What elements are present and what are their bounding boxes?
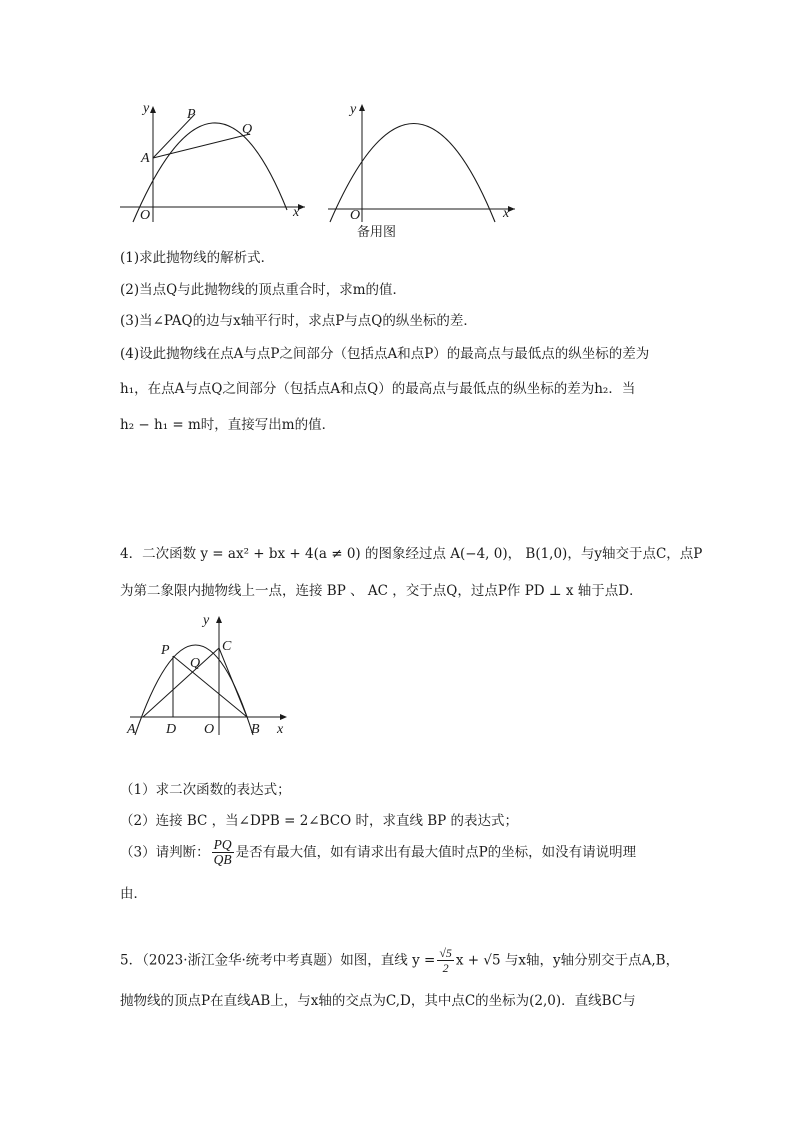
fraction-sqrt5-over-2	[437, 946, 454, 975]
q5-stem-line2: 抛物线的顶点P在直线AB上，与x轴的交点为C,D，其中点C的坐标为(2,0)．直线BC与	[120, 993, 636, 1009]
figure-parabola-spare	[325, 100, 525, 225]
q4-sub2: （2）连接 BC ，当∠DPB = 2∠BCO 时，求直线 BP 的表达式；	[120, 813, 519, 829]
label-A: A	[127, 722, 136, 737]
label-C: C	[222, 639, 232, 654]
q3-part4-line3: h₂ − h₁ = m时，直接写出m的值．	[120, 417, 336, 433]
q3-part4-line2: h₁，在点A与点Q之间部分（包括点A和点Q）的最高点与最低点的纵坐标的差为h₂．当	[120, 381, 636, 397]
label-Q: Q	[242, 122, 253, 137]
figure-parabola-main	[115, 100, 315, 225]
q5-line1-prefix: 5．（2023·浙江金华·统考中考真题）如图，直线 y =	[120, 952, 436, 969]
label-B: B	[251, 722, 260, 737]
label-O: O	[350, 208, 361, 223]
label-A: A	[141, 151, 150, 166]
q4-sub3-prefix: （3）请判断：	[120, 844, 210, 861]
label-D: D	[166, 722, 177, 737]
q5-stem-line1	[120, 946, 679, 975]
label-x: x	[503, 206, 510, 221]
q3-part1: (1)求此抛物线的解析式．	[120, 250, 275, 266]
fraction-denominator: QB	[213, 852, 232, 867]
label-O: O	[204, 722, 215, 737]
q5-line1-suffix: x + √5 与x轴，y轴分别交于点A,B，	[455, 952, 680, 969]
q3-part3: (3)当∠PAQ的边与x轴平行时，求点P与点Q的纵坐标的差．	[120, 313, 477, 329]
q3-part2: (2)当点Q与此抛物线的顶点重合时，求m的值．	[120, 282, 406, 298]
q4-sub3-line2: 由．	[120, 886, 147, 902]
label-x: x	[277, 722, 284, 737]
fraction-denominator: 2	[442, 961, 449, 975]
label-y: y	[203, 613, 210, 628]
fraction-pq-qb	[212, 838, 234, 867]
label-y: y	[143, 101, 150, 116]
q4-stem-line2: 为第二象限内抛物线上一点，连接 BP 、 AC ，交于点Q，过点P作 PD ⊥ x 轴于点D．	[120, 583, 643, 599]
q4-stem-line1: 4．二次函数 y = ax² + bx + 4(a ≠ 0) 的图象经过点 A(−4, 0)， B(1,0)，与y轴交于点C，点P	[120, 546, 703, 562]
label-y: y	[350, 102, 357, 117]
q4-sub3-line1	[120, 838, 636, 867]
label-Q: Q	[190, 656, 201, 671]
figure-caption: 备用图	[357, 225, 397, 240]
q3-part4-line1: (4)设此抛物线在点A与点P之间部分（包括点A和点P）的最高点与最低点的纵坐标的差为	[120, 346, 650, 362]
figure-q4	[125, 610, 295, 740]
label-P: P	[161, 643, 170, 658]
label-O: O	[140, 208, 151, 223]
q4-sub3-text: 是否有最大值，如有请求出有最大值时点P的坐标，如没有请说明理	[235, 844, 637, 861]
q4-sub1: （1）求二次函数的表达式；	[120, 782, 291, 798]
fraction-numerator: √5	[439, 946, 452, 960]
fraction-numerator: PQ	[213, 837, 232, 852]
label-P: P	[187, 107, 196, 122]
label-x: x	[293, 205, 300, 220]
